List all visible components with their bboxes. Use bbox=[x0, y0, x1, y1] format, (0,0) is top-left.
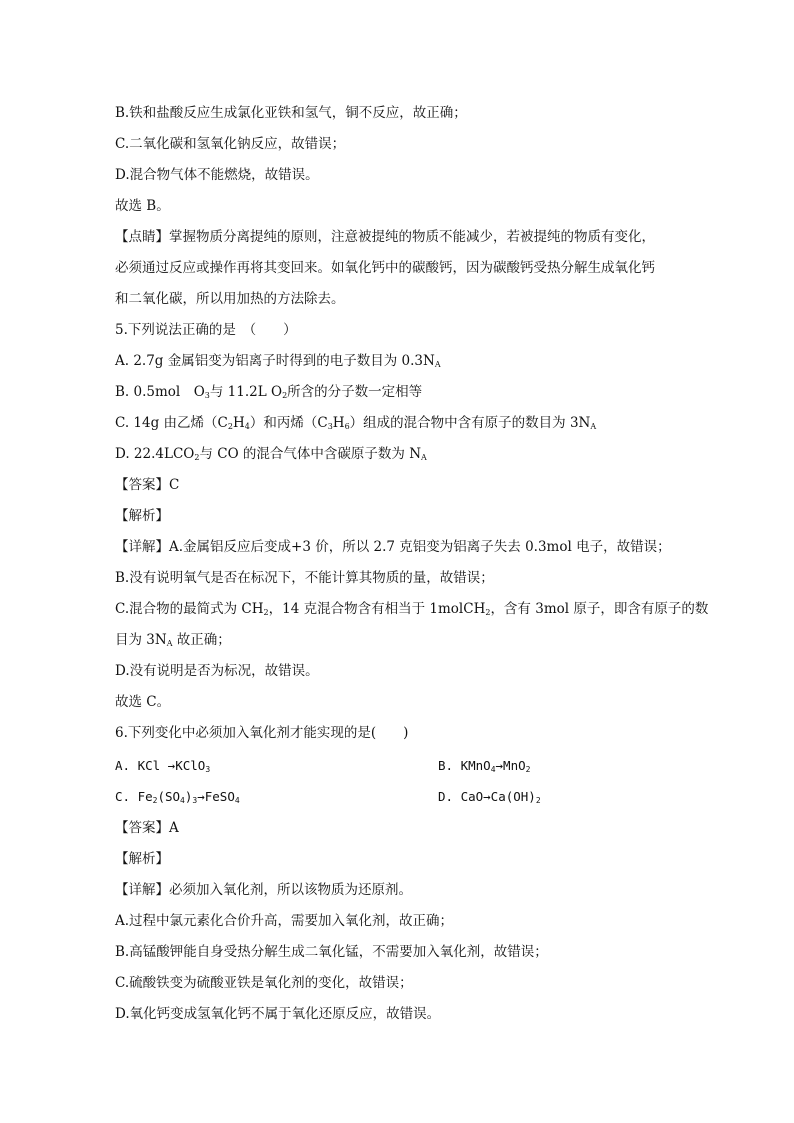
q5-option-c: C. 14g 由乙烯$(C_2H_4)$和丙烯$(C_3H_6)$组成的混合物中含有原子的数目为 $3N_A$ bbox=[115, 415, 597, 431]
q6-option-a: A. KCl →KClO$_3$ bbox=[115, 758, 211, 774]
q6-detail-b: B.高锰酸钾能自身受热分解生成二氧化锰，不需要加入氧化剂，故错误； bbox=[115, 944, 548, 960]
q5-detail-b: B.没有说明氧气是否在标况下，不能计算其物质的量，故错误； bbox=[115, 570, 494, 586]
q5-detail-c-line-2: 目为 $3N_A$ 故正确； bbox=[115, 632, 231, 648]
q6-detail-a: A.过程中氯元素化合价升高，需要加入氧化剂，故正确； bbox=[115, 913, 454, 929]
q4-option-d-analysis: D.混合物气体不能燃烧，故错误。 bbox=[115, 167, 319, 183]
q5-stem: 5.下列说法正确的是 （ ） bbox=[115, 322, 297, 338]
q6-detail-c: C.硫酸铁变为硫酸亚铁是氧化剂的变化，故错误； bbox=[115, 975, 413, 991]
q5-option-d: D. $22.4LCO_2$与 CO 的混合气体中含碳原子数为 $N_A$ bbox=[115, 446, 427, 462]
q4-option-c-analysis: C.二氧化碳和氢氧化钠反应，故错误； bbox=[115, 136, 346, 152]
q4-tip-line-3: 和二氧化碳，所以用加热的方法除去。 bbox=[115, 291, 345, 307]
q5-detail-c-line-1: C.混合物的最简式为 $CH_2$，14 克混合物含有相当于 1molCH$_2$，含有 3mol 原子，即含有原子的数 bbox=[115, 601, 709, 617]
q5-choose: 故选 C。 bbox=[115, 694, 171, 710]
q4-tip-line-1: 【点睛】掌握物质分离提纯的原则，注意被提纯的物质不能减少，若被提纯的物质有变化， bbox=[115, 229, 655, 245]
q5-detail-a: 【详解】A.金属铝反应后变成+3 价，所以 2.7 克铝变为铝离子失去 0.3mol 电子，故错误； bbox=[115, 539, 671, 555]
q6-answer: 【答案】A bbox=[115, 820, 179, 836]
q6-detail-intro: 【详解】必须加入氧化剂，所以该物质为还原剂。 bbox=[115, 882, 412, 898]
q5-analysis-heading: 【解析】 bbox=[115, 508, 169, 524]
q4-option-b-analysis: B.铁和盐酸反应生成氯化亚铁和氢气，铜不反应，故正确； bbox=[115, 105, 467, 121]
q6-detail-d: D.氧化钙变成氢氧化钙不属于氧化还原反应，故错误。 bbox=[115, 1006, 441, 1022]
q5-option-a: A. 2.7g 金属铝变为铝离子时得到的电子数目为 $0.3N_A$ bbox=[115, 353, 441, 369]
q6-stem: 6.下列变化中必须加入氧化剂才能实现的是( ) bbox=[115, 725, 409, 741]
q4-choose: 故选 B。 bbox=[115, 198, 170, 214]
q4-tip-line-2: 必须通过反应或操作再将其变回来。如氧化钙中的碳酸钙，因为碳酸钙受热分解生成氧化钙 bbox=[115, 260, 655, 276]
q6-analysis-heading: 【解析】 bbox=[115, 851, 169, 867]
q5-option-b: B. 0.5mol $O_3$与 11.2L $O_2$所含的分子数一定相等 bbox=[115, 384, 423, 400]
q5-detail-d: D.没有说明是否为标况，故错误。 bbox=[115, 663, 319, 679]
q6-option-c: C. $Fe_2(SO_4)_3\to FeSO_4$ bbox=[115, 789, 240, 805]
q6-option-d: D. $CaO\to Ca(OH)_2$ bbox=[438, 789, 541, 805]
q5-answer: 【答案】C bbox=[115, 477, 180, 493]
q6-option-b: B. KMnO$_4$→MnO$_2$ bbox=[438, 758, 531, 774]
